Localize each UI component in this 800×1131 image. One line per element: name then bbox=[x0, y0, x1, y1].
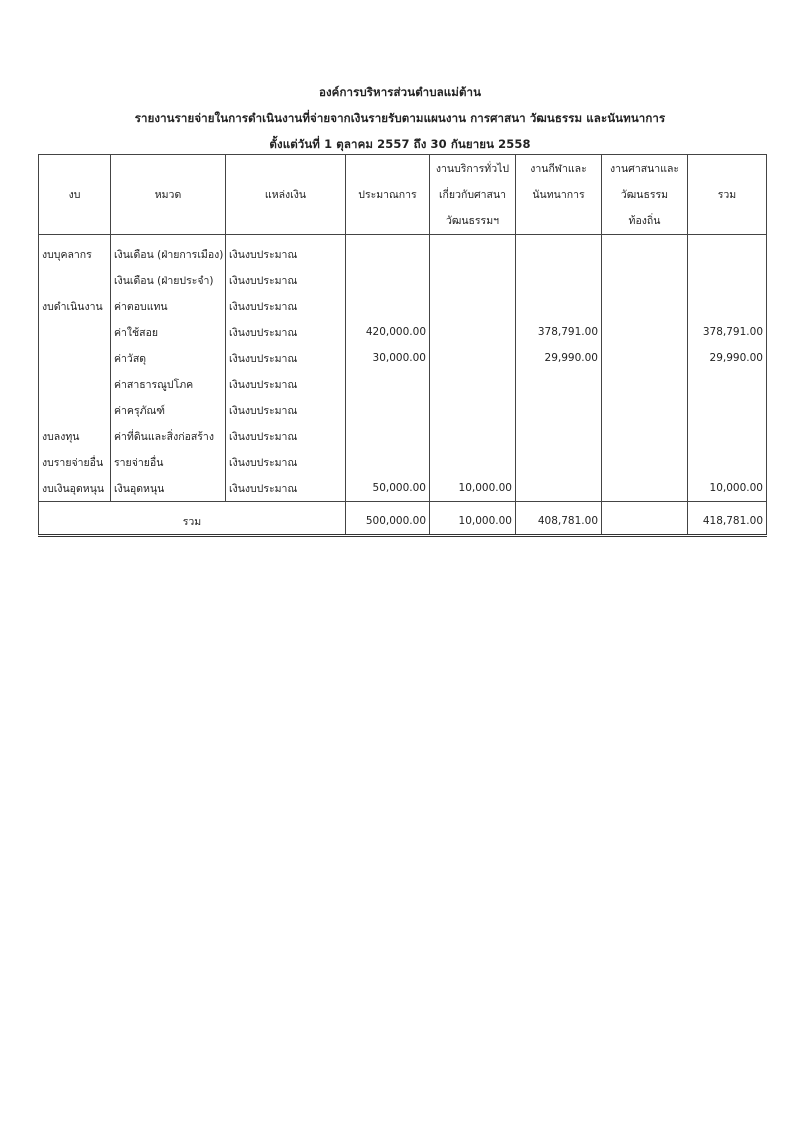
table-row bbox=[39, 267, 767, 293]
cell-estimate bbox=[346, 423, 430, 449]
cell-total: 378,791.00 bbox=[688, 319, 767, 345]
cell-total bbox=[688, 449, 767, 475]
cell-source: เงินงบประมาณ bbox=[226, 423, 346, 449]
cell-sport bbox=[516, 475, 602, 502]
cell-estimate: 420,000.00 bbox=[346, 319, 430, 345]
cell-budget-type: งบบุคลากร bbox=[39, 235, 111, 268]
cell-source: เงินงบประมาณ bbox=[226, 319, 346, 345]
cell-general bbox=[430, 235, 516, 268]
cell-total bbox=[688, 267, 767, 293]
cell-general bbox=[430, 345, 516, 371]
cell-total: 10,000.00 bbox=[688, 475, 767, 502]
cell-category: ค่าครุภัณฑ์ bbox=[111, 397, 226, 423]
cell-source: เงินงบประมาณ bbox=[226, 267, 346, 293]
cell-sport bbox=[516, 293, 602, 319]
cell-category: เงินเดือน (ฝ่ายประจำ) bbox=[111, 267, 226, 293]
cell-total: 29,990.00 bbox=[688, 345, 767, 371]
cell-sport bbox=[516, 371, 602, 397]
table-row bbox=[39, 423, 767, 449]
cell-total bbox=[688, 423, 767, 449]
cell-estimate bbox=[346, 235, 430, 268]
cell-source: เงินงบประมาณ bbox=[226, 235, 346, 268]
cell-budget-type bbox=[39, 319, 111, 345]
cell-sport bbox=[516, 267, 602, 293]
col-header-religion-line3: ท้องถิ่น bbox=[628, 214, 661, 227]
cell-estimate bbox=[346, 267, 430, 293]
cell-estimate bbox=[346, 371, 430, 397]
cell-religion bbox=[602, 345, 688, 371]
cell-category: ค่าตอบแทน bbox=[111, 293, 226, 319]
cell-category: ค่าสาธารณูปโภค bbox=[111, 371, 226, 397]
totals-religion bbox=[602, 502, 688, 536]
cell-estimate bbox=[346, 293, 430, 319]
cell-source: เงินงบประมาณ bbox=[226, 397, 346, 423]
cell-category: ค่าที่ดินและสิ่งก่อสร้าง bbox=[111, 423, 226, 449]
cell-category: เงินเดือน (ฝ่ายการเมือง) bbox=[111, 235, 226, 268]
report-title: รายงานรายจ่ายในการดำเนินงานที่จ่ายจากเงินรายรับตามแผนงาน การศาสนา วัฒนธรรม และนันทนาการ bbox=[134, 111, 666, 125]
organization-name: องค์การบริหารส่วนตำบลแม่ต้าน bbox=[318, 85, 482, 99]
col-header-sport-recreation bbox=[516, 155, 602, 235]
cell-religion bbox=[602, 397, 688, 423]
col-header-estimate: ประมาณการ bbox=[346, 155, 430, 235]
col-header-sport-line2: นันทนาการ bbox=[532, 188, 585, 201]
col-header-general-line1: งานบริการทั่วไป bbox=[435, 162, 510, 175]
cell-sport bbox=[516, 423, 602, 449]
table-row bbox=[39, 371, 767, 397]
cell-estimate bbox=[346, 397, 430, 423]
cell-budget-type: งบลงทุน bbox=[39, 423, 111, 449]
cell-religion bbox=[602, 475, 688, 502]
cell-budget-type bbox=[39, 397, 111, 423]
cell-religion bbox=[602, 371, 688, 397]
col-header-budget-type: งบ bbox=[39, 155, 111, 235]
col-header-category: หมวด bbox=[111, 155, 226, 235]
cell-general bbox=[430, 267, 516, 293]
col-header-religion-line1: งานศาสนาและ bbox=[609, 162, 680, 175]
cell-sport bbox=[516, 449, 602, 475]
cell-budget-type: งบรายจ่ายอื่น bbox=[39, 449, 111, 475]
cell-budget-type: งบดำเนินงาน bbox=[39, 293, 111, 319]
totals-sport: 408,781.00 bbox=[516, 502, 602, 536]
cell-sport bbox=[516, 235, 602, 268]
expense-report-table bbox=[38, 154, 767, 537]
cell-category: เงินอุดหนุน bbox=[111, 475, 226, 502]
cell-category: รายจ่ายอื่น bbox=[111, 449, 226, 475]
cell-estimate bbox=[346, 449, 430, 475]
table-row bbox=[39, 345, 767, 371]
totals-general: 10,000.00 bbox=[430, 502, 516, 536]
cell-sport bbox=[516, 397, 602, 423]
col-header-general-services bbox=[430, 155, 516, 235]
cell-sport: 29,990.00 bbox=[516, 345, 602, 371]
totals-total: 418,781.00 bbox=[688, 502, 767, 536]
col-header-religion-culture bbox=[602, 155, 688, 235]
cell-category: ค่าใช้สอย bbox=[111, 319, 226, 345]
table-row bbox=[39, 475, 767, 502]
cell-general: 10,000.00 bbox=[430, 475, 516, 502]
totals-label: รวม bbox=[39, 502, 346, 536]
cell-source: เงินงบประมาณ bbox=[226, 449, 346, 475]
cell-religion bbox=[602, 423, 688, 449]
cell-source: เงินงบประมาณ bbox=[226, 371, 346, 397]
cell-estimate: 30,000.00 bbox=[346, 345, 430, 371]
totals-estimate: 500,000.00 bbox=[346, 502, 430, 536]
table-row bbox=[39, 449, 767, 475]
cell-estimate: 50,000.00 bbox=[346, 475, 430, 502]
cell-general bbox=[430, 319, 516, 345]
cell-religion bbox=[602, 235, 688, 268]
totals-row bbox=[39, 502, 767, 536]
cell-general bbox=[430, 397, 516, 423]
cell-budget-type bbox=[39, 345, 111, 371]
cell-total bbox=[688, 293, 767, 319]
table-row bbox=[39, 319, 767, 345]
cell-total bbox=[688, 235, 767, 268]
cell-total bbox=[688, 371, 767, 397]
cell-general bbox=[430, 293, 516, 319]
cell-budget-type bbox=[39, 267, 111, 293]
col-header-total: รวม bbox=[688, 155, 767, 235]
cell-religion bbox=[602, 449, 688, 475]
cell-religion bbox=[602, 293, 688, 319]
cell-source: เงินงบประมาณ bbox=[226, 475, 346, 502]
cell-religion bbox=[602, 267, 688, 293]
cell-religion bbox=[602, 319, 688, 345]
cell-source: เงินงบประมาณ bbox=[226, 345, 346, 371]
col-header-sport-line1: งานกีฬาและ bbox=[530, 162, 587, 175]
cell-budget-type bbox=[39, 371, 111, 397]
table-row bbox=[39, 397, 767, 423]
cell-source: เงินงบประมาณ bbox=[226, 293, 346, 319]
cell-total bbox=[688, 397, 767, 423]
cell-sport: 378,791.00 bbox=[516, 319, 602, 345]
cell-category: ค่าวัสดุ bbox=[111, 345, 226, 371]
col-header-general-line2: เกี่ยวกับศาสนา bbox=[438, 188, 507, 201]
col-header-source: แหล่งเงิน bbox=[226, 155, 346, 235]
col-header-religion-line2: วัฒนธรรม bbox=[620, 188, 669, 201]
cell-general bbox=[430, 423, 516, 449]
cell-general bbox=[430, 449, 516, 475]
table-row bbox=[39, 235, 767, 268]
cell-general bbox=[430, 371, 516, 397]
table-row bbox=[39, 293, 767, 319]
report-period: ตั้งแต่วันที่ 1 ตุลาคม 2557 ถึง 30 กันยายน 2558 bbox=[269, 137, 531, 151]
col-header-general-line3: วัฒนธรรมฯ bbox=[445, 214, 500, 227]
header-row bbox=[39, 155, 767, 235]
cell-budget-type: งบเงินอุดหนุน bbox=[39, 475, 111, 502]
